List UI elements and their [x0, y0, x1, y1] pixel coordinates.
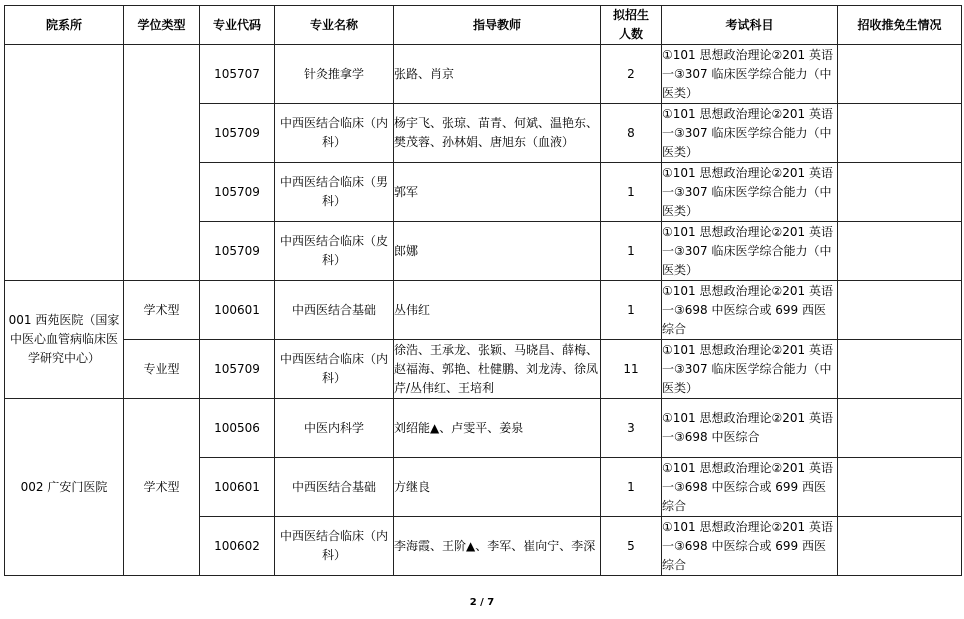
advisors-cell: 张路、肖京 [394, 45, 601, 104]
header-recommend: 招收推免生情况 [838, 6, 962, 45]
exam-cell: ①101 思想政治理论②201 英语一③698 中医综合或 699 西医综合 [662, 281, 838, 340]
recommend-cell [838, 163, 962, 222]
recommend-cell [838, 104, 962, 163]
header-dept: 院系所 [5, 6, 124, 45]
major-code-cell: 100602 [200, 517, 275, 576]
table-row [5, 399, 962, 458]
major-name-cell: 中西医结合基础 [275, 281, 394, 340]
major-name-cell: 中西医结合临床（内科） [275, 104, 394, 163]
major-code-cell: 105709 [200, 163, 275, 222]
major-code-cell: 105709 [200, 222, 275, 281]
exam-cell: ①101 思想政治理论②201 英语一③698 中医综合或 699 西医综合 [662, 458, 838, 517]
advisors-cell: 郎娜 [394, 222, 601, 281]
major-name-cell: 中医内科学 [275, 399, 394, 458]
recommend-cell [838, 399, 962, 458]
enrollment-cell: 1 [601, 222, 662, 281]
header-enrollment: 拟招生人数 [601, 6, 662, 45]
advisors-cell: 杨宇飞、张琼、苗青、何斌、温艳东、樊茂蓉、孙林娟、唐旭东（血液） [394, 104, 601, 163]
major-name-cell: 中西医结合临床（皮科） [275, 222, 394, 281]
header-degree-type: 学位类型 [124, 6, 200, 45]
recommend-cell [838, 458, 962, 517]
exam-cell: ①101 思想政治理论②201 英语一③307 临床医学综合能力（中医类） [662, 163, 838, 222]
recommend-cell [838, 281, 962, 340]
dept-cell: 002 广安门医院 [5, 399, 124, 576]
enrollment-cell: 11 [601, 340, 662, 399]
header-major-code: 专业代码 [200, 6, 275, 45]
degree-type-cell: 专业型 [124, 340, 200, 399]
exam-cell: ①101 思想政治理论②201 英语一③307 临床医学综合能力（中医类） [662, 222, 838, 281]
header-exam: 考试科目 [662, 6, 838, 45]
enrollment-cell: 1 [601, 281, 662, 340]
major-name-cell: 中西医结合临床（男科） [275, 163, 394, 222]
recommend-cell [838, 517, 962, 576]
admissions-table [4, 5, 962, 576]
advisors-cell: 徐浩、王承龙、张颖、马晓昌、薛梅、赵福海、郭艳、杜健鹏、刘龙涛、徐凤芹/丛伟红、王培利 [394, 340, 601, 399]
major-name-cell: 中西医结合基础 [275, 458, 394, 517]
recommend-cell [838, 45, 962, 104]
table-row [5, 340, 962, 399]
header-advisors: 指导教师 [394, 6, 601, 45]
exam-cell: ①101 思想政治理论②201 英语一③698 中医综合 [662, 399, 838, 458]
advisors-cell: 李海霞、王阶▲、李军、崔向宁、李深 [394, 517, 601, 576]
enrollment-cell: 1 [601, 163, 662, 222]
advisors-cell: 方继良 [394, 458, 601, 517]
recommend-cell [838, 340, 962, 399]
major-code-cell: 100506 [200, 399, 275, 458]
major-code-cell: 100601 [200, 281, 275, 340]
exam-cell: ①101 思想政治理论②201 英语一③698 中医综合或 699 西医综合 [662, 517, 838, 576]
dept-cell: 001 西苑医院（国家中医心血管病临床医学研究中心） [5, 281, 124, 399]
major-name-cell: 中西医结合临床（内科） [275, 517, 394, 576]
enrollment-cell: 8 [601, 104, 662, 163]
enrollment-cell: 5 [601, 517, 662, 576]
major-name-cell: 中西医结合临床（内科） [275, 340, 394, 399]
exam-cell: ①101 思想政治理论②201 英语一③307 临床医学综合能力（中医类） [662, 45, 838, 104]
major-code-cell: 105707 [200, 45, 275, 104]
major-code-cell: 105709 [200, 104, 275, 163]
enrollment-cell: 2 [601, 45, 662, 104]
header-row [5, 6, 962, 45]
major-code-cell: 105709 [200, 340, 275, 399]
page-number: 2 / 7 [469, 597, 495, 608]
recommend-cell [838, 222, 962, 281]
advisors-cell: 刘绍能▲、卢雯平、姜泉 [394, 399, 601, 458]
advisors-cell: 郭军 [394, 163, 601, 222]
degree-type-cell [124, 45, 200, 281]
header-major-name: 专业名称 [275, 6, 394, 45]
table-row [5, 281, 962, 340]
degree-type-cell: 学术型 [124, 281, 200, 340]
enrollment-cell: 3 [601, 399, 662, 458]
major-name-cell: 针灸推拿学 [275, 45, 394, 104]
dept-cell [5, 45, 124, 281]
advisors-cell: 丛伟红 [394, 281, 601, 340]
exam-cell: ①101 思想政治理论②201 英语一③307 临床医学综合能力（中医类） [662, 104, 838, 163]
exam-cell: ①101 思想政治理论②201 英语一③307 临床医学综合能力（中医类） [662, 340, 838, 399]
degree-type-cell: 学术型 [124, 399, 200, 576]
major-code-cell: 100601 [200, 458, 275, 517]
table-row [5, 45, 962, 104]
enrollment-cell: 1 [601, 458, 662, 517]
